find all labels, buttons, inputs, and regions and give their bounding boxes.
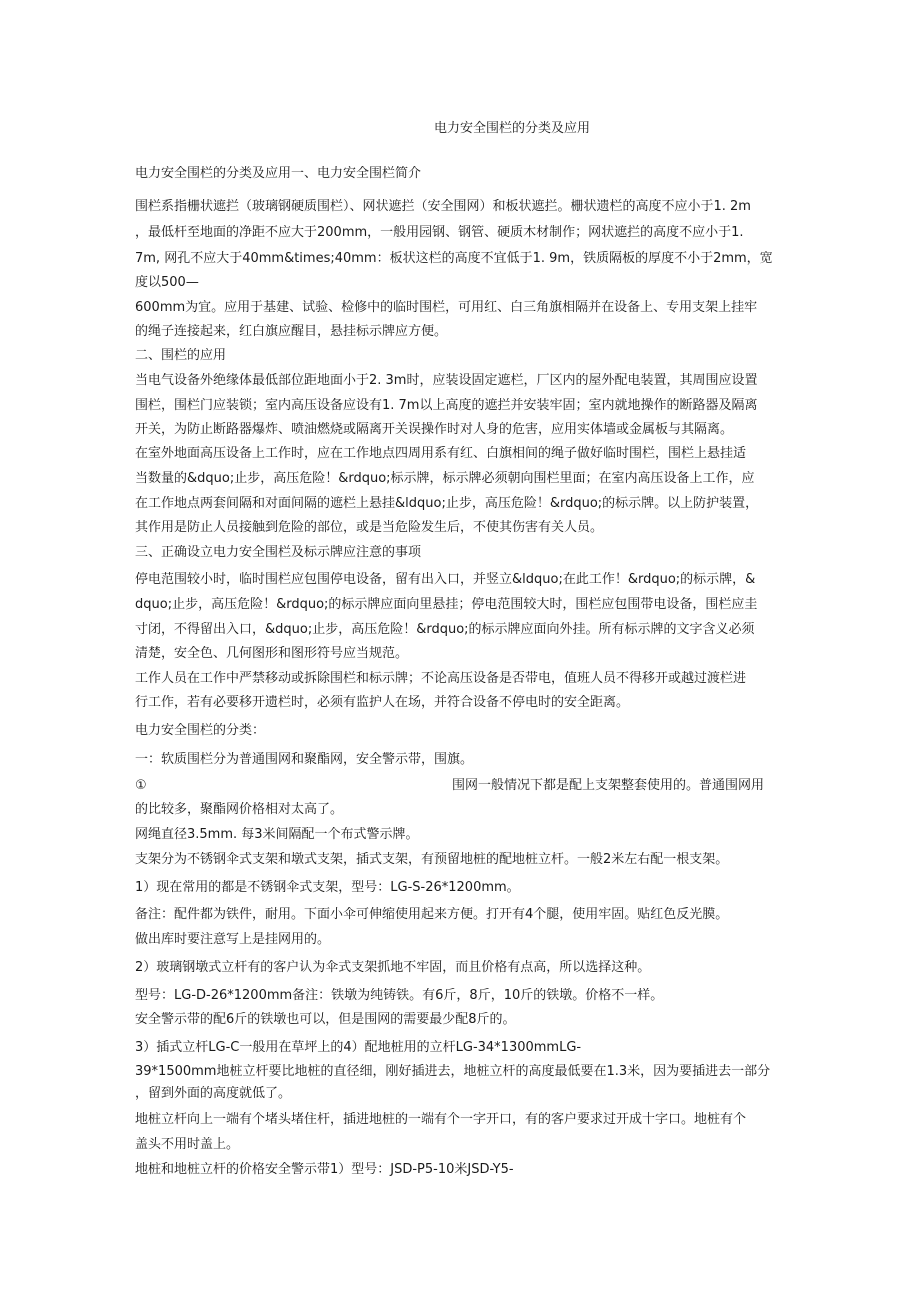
doc-line-17: 停电范围较小时，临时围栏应包围停电设备，留有出入口，并竖立&ldquo;在此工作！&rdquo;的标示牌，& <box>135 572 756 587</box>
doc-line-34: 安全警示带的配6斤的铁墩也可以，但是围网的需要最少配8斤的。 <box>135 1012 516 1027</box>
doc-line-9: 当电气设备外绝缘体最低部位距地面小于2. 3m时，应装设固定遮栏，厂区内的屋外配电装置，其周围应设置 <box>135 373 758 388</box>
doc-line-27: 网绳直径3.5mm. 每3米间隔配一个布式警示牌。 <box>135 827 419 842</box>
doc-line-5: 度以500— <box>135 275 199 290</box>
doc-line-20: 清楚，安全色、几何图形和图形符号应当规范。 <box>135 646 409 661</box>
doc-line-28: 支架分为不锈钢伞式支架和墩式支架，插式支架，有预留地桩的配地桩立杆。一般2米左右配一根支架。 <box>135 852 729 867</box>
doc-line-11: 开关，为防止断路器爆炸、喷油燃烧或隔离开关误操作时对人身的危害，应用实体墙或金属板与其隔离。 <box>135 422 734 437</box>
doc-line-6: 600mm为宜。应用于基建、试验、检修中的临时围栏，可用红、白三角旗相隔并在设备上、专用支架上挂牢 <box>135 300 758 315</box>
doc-line-33: 型号：LG-D-26*1200mm备注：铁墩为纯铸铁。有6斤，8斤，10斤的铁墩。价格不一样。 <box>135 988 664 1003</box>
circled-number-1: ① <box>135 778 147 793</box>
doc-line-40: 地桩和地桩立杆的价格安全警示带1）型号：JSD-P5-10米JSD-Y5- <box>135 1162 514 1177</box>
section-heading-3: 三、正确设立电力安全围栏及标示牌应注意的事项 <box>135 545 422 560</box>
doc-title: 电力安全围栏的分类及应用 <box>433 121 590 136</box>
doc-line-12: 在室外地面高压设备上工作时，应在工作地点四周用系有红、白旗相间的绳子做好临时围栏，围栏上悬挂适 <box>135 446 747 461</box>
doc-line-23: 电力安全围栏的分类： <box>135 723 266 738</box>
doc-line-24: 一：软质围栏分为普通围网和聚酯网，安全警示带，围旗。 <box>135 752 474 767</box>
doc-line-32: 2）玻璃钢墩式立杆有的客户认为伞式支架抓地不牢固，而且价格有点高，所以选择这种。 <box>135 960 651 975</box>
doc-line-29: 1）现在常用的都是不锈钢伞式支架，型号：LG-S-26*1200mm。 <box>135 880 520 895</box>
doc-line-3: ，最低杆至地面的净距不应大于200mm，一般用园钢、钢管、硬质木材制作；网状遮拦的高度不应小于1. <box>135 225 744 240</box>
doc-line-4: 7m, 网孔不应大于40mm&times;40mm：板状这栏的高度不宜低于1. 9m，铁质隔板的厚度不小于2mm，宽 <box>135 251 773 266</box>
doc-line-21: 工作人员在工作中严禁移动或拆除围栏和标示牌；不论高压设备是否带电，值班人员不得移开或越过渡栏进 <box>135 671 747 686</box>
doc-line-30: 备注：配件都为铁件，耐用。下面小伞可伸缩使用起来方便。打开有4个腿，使用牢固。贴红色反光膜。 <box>135 907 729 922</box>
doc-line-31: 做出库时要注意写上是挂网用的。 <box>135 932 331 947</box>
doc-line-18: dquo;止步，高压危险！&rdquo;的标示牌应面向里悬挂；停电范围较大时，围栏应包围带电设备，围栏应圭 <box>135 597 758 612</box>
doc-line-22: 行工作，若有必要移开遗栏时，必须有监护人在场，并符合设备不停电时的安全距离。 <box>135 695 630 710</box>
doc-line-7: 的绳子连接起来，红白旗应醒目，悬挂标示牌应方便。 <box>135 324 448 339</box>
doc-line-38: 地桩立杆向上一端有个堵头堵住杆，插进地桩的一端有个一字开口，有的客户要求过开成十字口。地桩有个 <box>135 1112 747 1127</box>
doc-line-35: 3）插式立杆LG-C一般用在草坪上的4）配地桩用的立杆LG-34*1300mmLG- <box>135 1040 582 1055</box>
section-heading-2: 二、围栏的应用 <box>135 348 227 363</box>
doc-line-25-right: 围网一般情况下都是配上支架整套使用的。普通围网用 <box>452 778 765 793</box>
doc-line-13: 当数量的&dquo;止步，高压危险！&rdquo;标示牌，标示牌必须朝向围栏里面；在室内高压设备上工作，应 <box>135 471 755 486</box>
doc-line-14: 在工作地点两套间隔和对面间隔的遮栏上悬挂&ldquo;止步，高压危险！&rdquo;的标示牌。以上防护装置， <box>135 496 759 511</box>
doc-line-10: 围栏，围栏门应装锁；室内高压设备应设有1. 7m以上高度的遮拦并安装牢固；室内就地操作的断路器及隔离 <box>135 398 758 413</box>
doc-line-19: 寸闭，不得留出入口，&dquo;止步，高压危险！&rdquo;的标示牌应面向外挂。所有标示牌的文字含义必须 <box>135 622 755 637</box>
doc-line-1: 电力安全围栏的分类及应用一、电力安全围栏简介 <box>135 166 422 181</box>
doc-line-37: ，留到外面的高度就低了。 <box>135 1086 292 1101</box>
doc-line-26: 的比较多，聚酯网价格相对太高了。 <box>135 802 344 817</box>
doc-line-2: 围栏系指栅状遮拦（玻璃钢硬质围栏）、网状遮拦（安全围网）和板状遮拦。栅状遗栏的高度不应小于1. 2m <box>135 199 751 214</box>
doc-line-39: 盖头不用时盖上。 <box>135 1137 240 1152</box>
doc-line-36: 39*1500mm地桩立杆要比地桩的直径细，刚好插进去，地桩立杆的高度最低要在1.3米，因为要插进去一部分 <box>135 1064 771 1079</box>
doc-line-15: 其作用是防止人员接触到危险的部位，或是当危险发生后，不使其伤害有关人员。 <box>135 520 604 535</box>
